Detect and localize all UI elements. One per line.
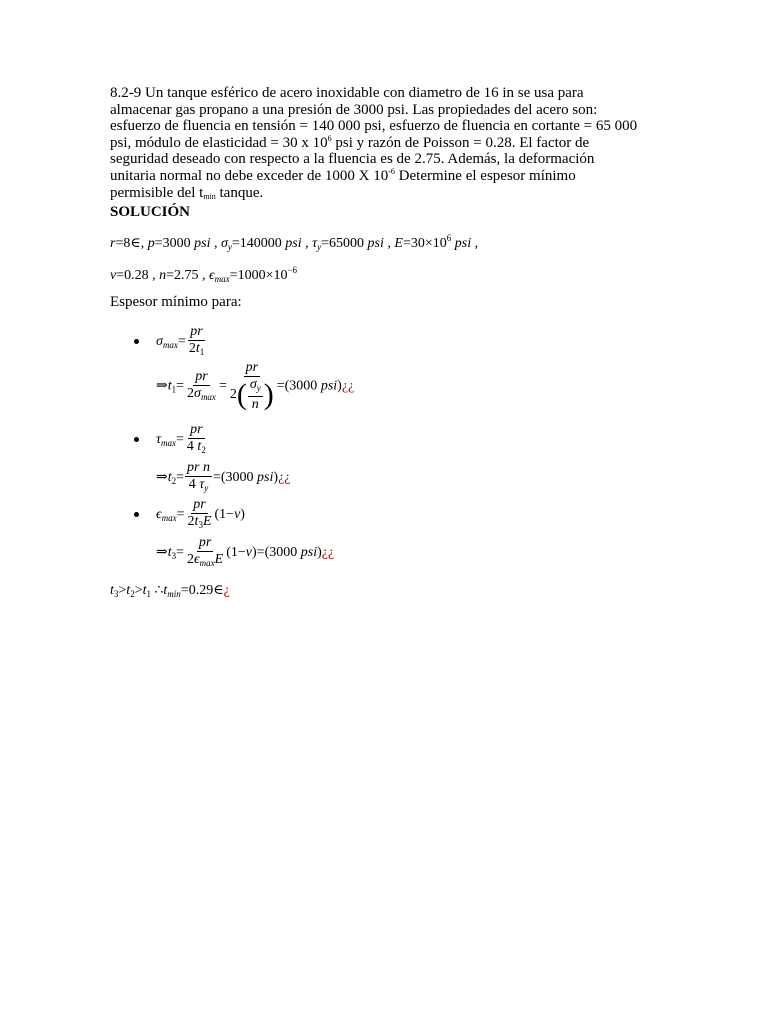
problem-line: almacenar gas propano a una presión de 3000 psi. Las propiedades del acero son: xyxy=(110,101,598,118)
solution-heading: SOLUCIÓN xyxy=(110,204,191,220)
equation-epsilon-max: $\epsilon_{max}=$ $\frac{pr}{2t_3E}$ (1−v) xyxy=(156,497,245,530)
problem-line: permisible del $t_{min}$ tanque. xyxy=(110,184,264,201)
equation-t2: $\Rightarrow t_2=$ $\frac{\text{pr n}}{4 \tau_y}$ =(3000 psi)¿¿ xyxy=(156,460,291,493)
equation-t1: $\Rightarrow t_1=$ $\frac{pr}{2\sigma_{max}}$ = pr 2( $\frac{\sigma_y}{n}$ ) =(3000 psi)¿¿ xyxy=(156,360,355,412)
problem-statement xyxy=(110,85,670,201)
problem-line: unitaria normal no debe exceder de 1000 X $10^{-6}$ Determine el espesor mínimo xyxy=(110,166,576,184)
givens-line-2: v=0.28 , n=2.75 , $\epsilon_{max}=1000\times 10^{-6}$ xyxy=(110,265,298,284)
bullet-icon xyxy=(134,512,139,517)
equation-tau-max: $\tau_{max}=$ $\frac{pr}{4 t_2}$ xyxy=(156,422,206,455)
problem-line: seguridad deseado con respecto a la fluencia es de 2.75. Además, la deformación xyxy=(110,151,595,168)
bullet-icon xyxy=(134,339,139,344)
conclusion: $t_3>t_2>t_1$ $\therefore t_{min}=0.29\in¿$ xyxy=(110,583,230,599)
equation-sigma-max: $\sigma_{max}=$ $\frac{pr}{2t_1}$ xyxy=(156,324,205,357)
equation-t3: $\Rightarrow t_3=$ $\frac{pr}{2\epsilon_{max}E}$ (1−v)=(3000 psi)¿¿ xyxy=(156,535,335,568)
problem-line: 8.2-9 Un tanque esférico de acero inoxidable con diametro de 16 in se usa para xyxy=(110,85,584,101)
problem-line: psi, módulo de elasticidad = 30 x $10^6$ psi y razón de Poisson = 0.28. El factor de xyxy=(110,133,590,151)
intro-text: Espesor mínimo para: xyxy=(110,294,242,310)
problem-line: esfuerzo de fluencia en tensión = 140 000 psi, esfuerzo de fluencia en cortante = 65 000 xyxy=(110,118,638,135)
bullet-icon xyxy=(134,437,139,442)
givens-line-1: r=8∈, p=3000 psi , $\sigma_y=140000$ psi , $\tau_y=65000$ psi , $E=30\times 10^6$ psi , xyxy=(110,233,479,252)
